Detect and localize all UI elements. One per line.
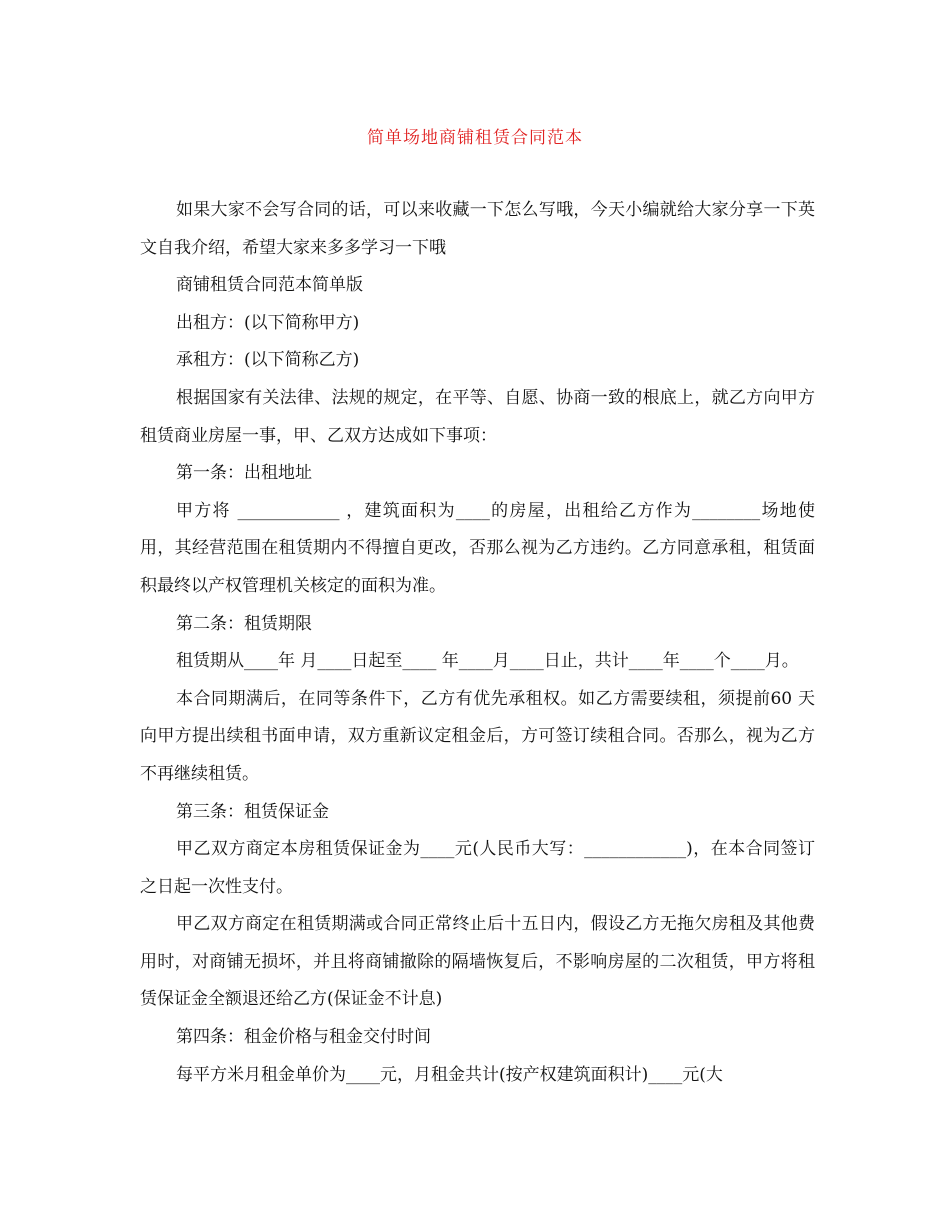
article-2-renewal: 本合同期满后，在同等条件下，乙方有优先承租权。如乙方需要续租，须提前60 天向甲方提出续租书面申请，双方重新议定租金后，方可签订续租合同。否那么，视为乙方不再继续租赁。: [140, 688, 815, 784]
article-3-refund: 甲乙双方商定在租赁期满或合同正常终止后十五日内，假设乙方无拖欠房租及其他费用时，对商铺无损坏，并且将商铺撤除的隔墙恢复后，不影响房屋的二次租赁，甲方将租赁保证金全额退还给乙方(保证金不计息): [140, 914, 815, 1010]
lessee-line: 承租方：(以下简称乙方): [176, 350, 360, 371]
article-2-heading: 第二条：租赁期限: [176, 613, 312, 634]
article-4-body: 每平方米月租金单价为____元，月租金共计(按产权建筑面积计)____元(大: [176, 1064, 723, 1085]
article-1-heading: 第一条：出租地址: [176, 463, 312, 484]
intro-paragraph: 如果大家不会写合同的话，可以来收藏一下怎么写哦，今天小编就给大家分享一下英文自我介绍，希望大家来多多学习一下哦: [140, 200, 815, 258]
document-body: [140, 192, 815, 1094]
article-3-heading: 第三条：租赁保证金: [176, 801, 329, 822]
document-title: 简单场地商铺租赁合同范本: [367, 128, 583, 148]
article-3-deposit: 甲乙双方商定本房租赁保证金为____元(人民币大写：____________)，在本合同签订之日起一次性支付。: [140, 839, 815, 897]
subtitle-line: 商铺租赁合同范本简单版: [176, 275, 363, 296]
article-4-heading: 第四条：租金价格与租金交付时间: [176, 1027, 431, 1048]
preamble-paragraph: 根据国家有关法律、法规的规定，在平等、自愿、协商一致的根底上，就乙方向甲方租赁商业房屋一事，甲、乙双方达成如下事项：: [140, 387, 815, 446]
article-2-term: 租赁期从____年 月____日起至____ 年____月____日止，共计____年____个____月。: [176, 651, 799, 672]
lessor-line: 出租方：(以下简称甲方): [176, 312, 360, 333]
article-1-body: 甲方将 ____________ ，建筑面积为____的房屋，出租给乙方作为________场地使用，其经营范围在租赁期内不得擅自更改，否那么视为乙方违约。乙方同意承租，租赁面积最终以产权管理机关核定的面积为准。: [140, 500, 815, 596]
